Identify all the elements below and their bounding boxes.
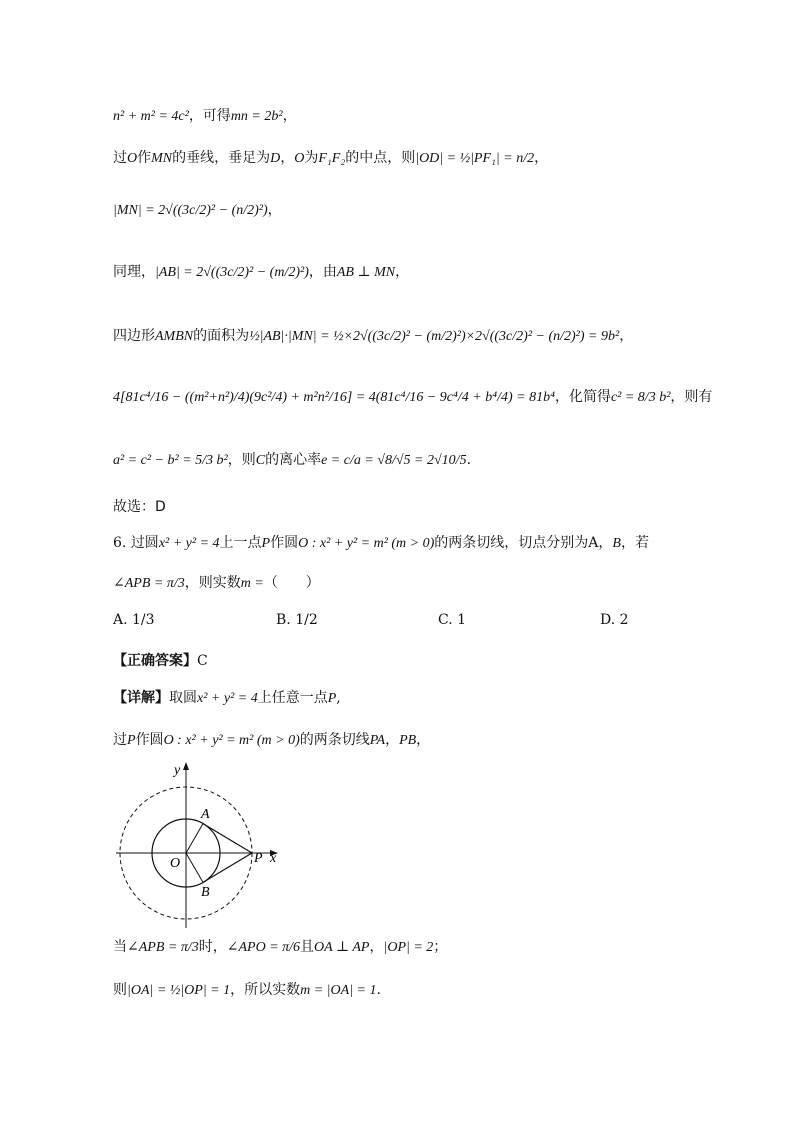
math-expression: ∠APB = π/3 [113,576,185,591]
text: 的垂线，垂足为 [172,150,271,166]
math-expression: O : x² + y² = m² (m > 0) [163,733,300,748]
punct: ， [385,732,400,748]
math-expression: ∠APO = π/6 [226,940,301,955]
text: 同理， [113,264,155,280]
label-y: y [174,763,181,778]
detail-line-2 [113,730,430,751]
option-value: 1 [457,612,467,628]
text: 则 [113,982,127,998]
detail-line-1 [113,688,341,709]
math-expression: c² = 8/3 b² [610,390,671,405]
text: 四边形 [113,328,155,344]
solution-line-3 [113,200,282,221]
math-expression: x² + y² = 4 [197,691,258,706]
math-expression: |MN| = 2√((3c/2)² − (n/2)²) [113,203,268,218]
var: C [255,453,266,468]
option-a [113,610,155,630]
punct: . [376,982,381,998]
math-expression: OA ⊥ AP [314,940,370,955]
text: 作圆 [270,535,299,551]
option-label: B. [276,612,291,628]
y-axis-arrow [183,762,189,770]
solution-line-6 [113,387,712,408]
text: ，则 [227,452,256,468]
text: ，则实数 [184,575,241,591]
option-label: A. [113,612,128,628]
punct: , [336,690,341,706]
var: O [127,151,138,166]
math-expression: |OA| = ½|OP| = 1 [127,983,231,998]
var: P [327,691,337,706]
text: 取圆 [169,690,197,706]
correct-answer-value: C [197,653,208,669]
solution-line-4 [113,262,409,283]
text: ，所以实数 [230,982,301,998]
option-value: 1/2 [295,612,318,628]
label-x: x [270,851,277,866]
punct: . [466,452,472,468]
solution-line-2 [113,148,548,169]
detail-label: 【详解】 [113,690,169,706]
math-expression: |AB| = 2√((3c/2)² − (m/2)²) [155,265,309,280]
text: 过 [113,150,127,166]
text: 上任意一点 [257,690,328,706]
text: 的两条切线，切点分别为 [434,535,589,551]
math-expression: 4[81c⁴/16 − ((m²+n²)/4)(9c²/4) + m²n²/16] = 4(81c⁴/16 − 9c⁴/4 + b⁴/4) = 81b⁴ [113,390,555,405]
answer-blank: （ ） [263,575,320,591]
text: ，则有 [670,389,713,405]
solution-line-5 [113,326,633,347]
option-label: C. [438,612,453,628]
text: 上一点 [219,535,262,551]
detail-line-4 [113,980,381,1001]
math-expression: a² = c² − b² = 5/3 b² [113,453,228,468]
text: 的中点，则 [345,150,416,166]
option-b [276,610,318,630]
punct: ， [416,732,431,748]
math-expression: e = c/a = √8/√5 = 2√10/5 [321,453,467,468]
correct-answer [113,651,208,671]
text: 的两条切线 [299,732,370,748]
math-expression: ½|AB|·|MN| = ½×2√((3c/2)² − (m/2)²)×2√((3c/2)² − (n/2)²) = 9b² [249,329,620,344]
previous-answer: 故选：D [113,499,166,515]
label-a: A [201,807,210,822]
radius-oa [186,824,203,853]
radius-ob [186,853,203,882]
text: ，由 [308,264,337,280]
math-expression: |OP| = 2 [383,940,434,955]
text: 作圆 [135,732,164,748]
punct: ； [433,939,448,955]
text: 时， [198,939,227,955]
var: AMBN [155,329,194,344]
question-6-line-2 [113,573,320,594]
solution-line-7 [113,450,471,471]
option-value: 2 [619,612,629,628]
solution-line-1 [113,106,297,127]
text: ，若 [620,535,649,551]
text: 当 [113,939,127,955]
label-p: P [254,851,263,866]
punct: ， [598,535,613,551]
correct-answer-label: 【正确答案】 [113,653,197,669]
text: 为 [304,150,319,166]
var: D [270,151,281,166]
text: 过 [113,732,127,748]
text: ，化简得 [554,389,611,405]
label-b: B [201,885,210,900]
var: PB [399,733,417,748]
text: 作 [137,150,152,166]
math-expression: n² + m² = 4c² [113,109,189,124]
label-o: O [170,856,181,871]
math-expression: ∠APB = π/3 [127,940,199,955]
option-value: 1/3 [132,612,155,628]
var: PA [369,733,386,748]
var: m = [240,576,264,591]
var: P [261,536,271,551]
punct: ， [395,264,410,280]
var: O [294,151,305,166]
text: ， [369,939,384,955]
option-label: D. [600,612,616,628]
text: 的离心率 [265,452,322,468]
math-expression: mn = 2b² [230,109,283,124]
tangent-pa [203,824,252,853]
math-expression: AB ⊥ MN [336,265,396,280]
question-6-line-1 [113,533,649,554]
tangent-pb [203,853,252,882]
var: MN [151,151,173,166]
text: 且 [300,939,315,955]
punct: ， [619,328,634,344]
math-expression: m = |OA| = 1 [300,983,377,998]
var: F₁F₂ [318,151,346,166]
math-expression: x² + y² = 4 [158,536,220,551]
punct: ， [282,108,297,124]
punct: ， [534,150,549,166]
var: P [127,733,136,748]
math-expression: O : x² + y² = m² (m > 0) [298,536,435,551]
punct: ， [267,202,282,218]
detail-line-3 [113,937,447,958]
text: 过圆 [130,535,159,551]
geometry-figure [112,758,292,938]
var: B [612,536,621,551]
var: A [588,535,599,551]
text: ，可得 [188,108,231,124]
text: 的面积为 [193,328,250,344]
option-d [600,610,629,630]
text: ， [280,150,295,166]
option-c [438,610,466,630]
question-number: 6. [113,535,127,551]
math-expression: |OD| = ½|PF₁| = n/2 [415,151,535,166]
